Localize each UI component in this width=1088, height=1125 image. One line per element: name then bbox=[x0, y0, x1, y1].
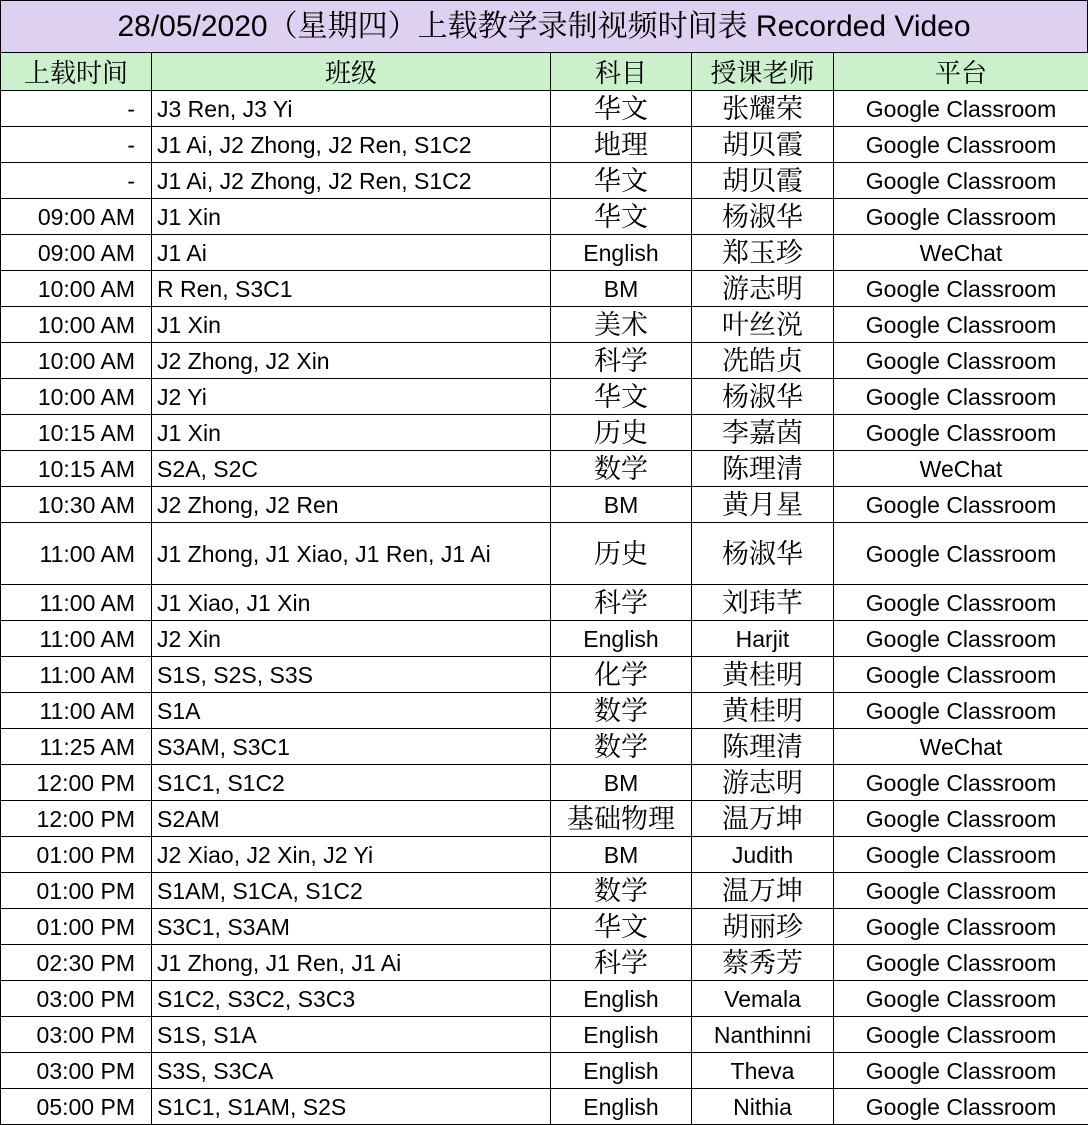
upload-time-cell: - bbox=[1, 127, 152, 163]
teacher-cell: 叶丝涚 bbox=[692, 307, 834, 343]
upload-time-cell: 01:00 PM bbox=[1, 909, 152, 945]
subject-cell: 数学 bbox=[551, 729, 692, 765]
class-cell: J2 Xiao, J2 Xin, J2 Yi bbox=[152, 837, 551, 873]
platform-cell: Google Classroom bbox=[834, 981, 1088, 1017]
class-cell: S1AM, S1CA, S1C2 bbox=[152, 873, 551, 909]
table-row bbox=[1, 621, 1088, 657]
teacher-cell: 蔡秀芳 bbox=[692, 945, 834, 981]
platform-cell: Google Classroom bbox=[834, 379, 1088, 415]
class-cell: J2 Zhong, J2 Ren bbox=[152, 487, 551, 523]
class-cell: J1 Zhong, J1 Ren, J1 Ai bbox=[152, 945, 551, 981]
table-row bbox=[1, 585, 1088, 621]
platform-cell: Google Classroom bbox=[834, 585, 1088, 621]
subject-cell: English bbox=[551, 981, 692, 1017]
teacher-cell: 杨淑华 bbox=[692, 199, 834, 235]
subject-cell: 美术 bbox=[551, 307, 692, 343]
subject-cell: BM bbox=[551, 487, 692, 523]
subject-cell: BM bbox=[551, 837, 692, 873]
teacher-cell: 温万坤 bbox=[692, 873, 834, 909]
table-row bbox=[1, 523, 1088, 585]
teacher-cell: 黄桂明 bbox=[692, 693, 834, 729]
subject-cell: 科学 bbox=[551, 343, 692, 379]
header-teacher: 授课老师 bbox=[692, 53, 834, 91]
subject-cell: 历史 bbox=[551, 523, 692, 585]
subject-cell: 数学 bbox=[551, 873, 692, 909]
class-cell: J2 Zhong, J2 Xin bbox=[152, 343, 551, 379]
teacher-cell: 李嘉茵 bbox=[692, 415, 834, 451]
platform-cell: Google Classroom bbox=[834, 415, 1088, 451]
upload-time-cell: 12:00 PM bbox=[1, 765, 152, 801]
class-cell: J1 Ai, J2 Zhong, J2 Ren, S1C2 bbox=[152, 127, 551, 163]
subject-cell: 基础物理 bbox=[551, 801, 692, 837]
teacher-cell: Nithia bbox=[692, 1089, 834, 1125]
upload-time-cell: 05:00 PM bbox=[1, 1089, 152, 1125]
teacher-cell: Theva bbox=[692, 1053, 834, 1089]
table-row bbox=[1, 235, 1088, 271]
platform-cell: Google Classroom bbox=[834, 307, 1088, 343]
platform-cell: Google Classroom bbox=[834, 657, 1088, 693]
teacher-cell: 黄桂明 bbox=[692, 657, 834, 693]
table-row bbox=[1, 1017, 1088, 1053]
subject-cell: English bbox=[551, 1053, 692, 1089]
platform-cell: Google Classroom bbox=[834, 765, 1088, 801]
platform-cell: Google Classroom bbox=[834, 873, 1088, 909]
subject-cell: 华文 bbox=[551, 91, 692, 127]
teacher-cell: 杨淑华 bbox=[692, 523, 834, 585]
platform-cell: Google Classroom bbox=[834, 621, 1088, 657]
teacher-cell: 游志明 bbox=[692, 271, 834, 307]
subject-cell: 科学 bbox=[551, 585, 692, 621]
table-row bbox=[1, 981, 1088, 1017]
class-cell: J1 Xin bbox=[152, 307, 551, 343]
table-row bbox=[1, 379, 1088, 415]
header-class: 班级 bbox=[152, 53, 551, 91]
upload-time-cell: - bbox=[1, 91, 152, 127]
table-row bbox=[1, 765, 1088, 801]
table-row bbox=[1, 729, 1088, 765]
platform-cell: Google Classroom bbox=[834, 271, 1088, 307]
schedule-table bbox=[0, 52, 1088, 1125]
class-cell: J1 Xin bbox=[152, 415, 551, 451]
upload-time-cell: - bbox=[1, 163, 152, 199]
upload-time-cell: 10:00 AM bbox=[1, 379, 152, 415]
platform-cell: Google Classroom bbox=[834, 1053, 1088, 1089]
teacher-cell: 陈理清 bbox=[692, 729, 834, 765]
table-row bbox=[1, 415, 1088, 451]
upload-time-cell: 10:30 AM bbox=[1, 487, 152, 523]
class-cell: S3C1, S3AM bbox=[152, 909, 551, 945]
header-subject: 科目 bbox=[551, 53, 692, 91]
table-row bbox=[1, 307, 1088, 343]
table-row bbox=[1, 657, 1088, 693]
upload-time-cell: 09:00 AM bbox=[1, 199, 152, 235]
table-row bbox=[1, 1053, 1088, 1089]
platform-cell: WeChat bbox=[834, 451, 1088, 487]
subject-cell: 华文 bbox=[551, 909, 692, 945]
table-row bbox=[1, 451, 1088, 487]
class-cell: S1C2, S3C2, S3C3 bbox=[152, 981, 551, 1017]
subject-cell: 历史 bbox=[551, 415, 692, 451]
platform-cell: Google Classroom bbox=[834, 91, 1088, 127]
subject-cell: English bbox=[551, 1017, 692, 1053]
class-cell: S1S, S1A bbox=[152, 1017, 551, 1053]
subject-cell: 地理 bbox=[551, 127, 692, 163]
class-cell: J3 Ren, J3 Yi bbox=[152, 91, 551, 127]
upload-time-cell: 10:15 AM bbox=[1, 415, 152, 451]
subject-cell: 数学 bbox=[551, 451, 692, 487]
class-cell: S3AM, S3C1 bbox=[152, 729, 551, 765]
platform-cell: Google Classroom bbox=[834, 1017, 1088, 1053]
header-platform: 平台 bbox=[834, 53, 1088, 91]
table-row bbox=[1, 801, 1088, 837]
upload-time-cell: 11:00 AM bbox=[1, 657, 152, 693]
class-cell: S1C1, S1AM, S2S bbox=[152, 1089, 551, 1125]
upload-time-cell: 11:00 AM bbox=[1, 585, 152, 621]
platform-cell: Google Classroom bbox=[834, 909, 1088, 945]
upload-time-cell: 03:00 PM bbox=[1, 1017, 152, 1053]
subject-cell: 华文 bbox=[551, 199, 692, 235]
platform-cell: Google Classroom bbox=[834, 693, 1088, 729]
upload-time-cell: 11:00 AM bbox=[1, 523, 152, 585]
platform-cell: Google Classroom bbox=[834, 343, 1088, 379]
upload-time-cell: 10:00 AM bbox=[1, 307, 152, 343]
teacher-cell: Judith bbox=[692, 837, 834, 873]
subject-cell: 化学 bbox=[551, 657, 692, 693]
upload-time-cell: 09:00 AM bbox=[1, 235, 152, 271]
subject-cell: English bbox=[551, 621, 692, 657]
teacher-cell: 杨淑华 bbox=[692, 379, 834, 415]
header-upload-time: 上载时间 bbox=[1, 53, 152, 91]
table-row bbox=[1, 91, 1088, 127]
platform-cell: Google Classroom bbox=[834, 523, 1088, 585]
teacher-cell: 郑玉珍 bbox=[692, 235, 834, 271]
table-row bbox=[1, 1089, 1088, 1125]
teacher-cell: 张耀荣 bbox=[692, 91, 834, 127]
table-row bbox=[1, 271, 1088, 307]
upload-time-cell: 01:00 PM bbox=[1, 837, 152, 873]
table-row bbox=[1, 487, 1088, 523]
class-cell: S1C1, S1C2 bbox=[152, 765, 551, 801]
upload-time-cell: 02:30 PM bbox=[1, 945, 152, 981]
teacher-cell: 刘玮芊 bbox=[692, 585, 834, 621]
class-cell: R Ren, S3C1 bbox=[152, 271, 551, 307]
table-row bbox=[1, 199, 1088, 235]
header-row bbox=[1, 53, 1088, 91]
teacher-cell: 胡贝霞 bbox=[692, 127, 834, 163]
table-row bbox=[1, 127, 1088, 163]
class-cell: J1 Xin bbox=[152, 199, 551, 235]
class-cell: J1 Xiao, J1 Xin bbox=[152, 585, 551, 621]
platform-cell: Google Classroom bbox=[834, 487, 1088, 523]
class-cell: J1 Zhong, J1 Xiao, J1 Ren, J1 Ai bbox=[152, 523, 551, 585]
subject-cell: BM bbox=[551, 765, 692, 801]
upload-time-cell: 12:00 PM bbox=[1, 801, 152, 837]
teacher-cell: 冼皓贞 bbox=[692, 343, 834, 379]
class-cell: J1 Ai, J2 Zhong, J2 Ren, S1C2 bbox=[152, 163, 551, 199]
teacher-cell: 胡丽珍 bbox=[692, 909, 834, 945]
teacher-cell: Vemala bbox=[692, 981, 834, 1017]
table-row bbox=[1, 343, 1088, 379]
platform-cell: WeChat bbox=[834, 235, 1088, 271]
table-row bbox=[1, 873, 1088, 909]
platform-cell: Google Classroom bbox=[834, 801, 1088, 837]
subject-cell: 科学 bbox=[551, 945, 692, 981]
subject-cell: 华文 bbox=[551, 379, 692, 415]
upload-time-cell: 11:00 AM bbox=[1, 693, 152, 729]
upload-time-cell: 10:15 AM bbox=[1, 451, 152, 487]
class-cell: S1A bbox=[152, 693, 551, 729]
upload-time-cell: 11:00 AM bbox=[1, 621, 152, 657]
table-row bbox=[1, 837, 1088, 873]
platform-cell: Google Classroom bbox=[834, 163, 1088, 199]
subject-cell: English bbox=[551, 1089, 692, 1125]
teacher-cell: 黄月星 bbox=[692, 487, 834, 523]
teacher-cell: 温万坤 bbox=[692, 801, 834, 837]
subject-cell: 华文 bbox=[551, 163, 692, 199]
class-cell: S2AM bbox=[152, 801, 551, 837]
teacher-cell: 游志明 bbox=[692, 765, 834, 801]
class-cell: S3S, S3CA bbox=[152, 1053, 551, 1089]
upload-time-cell: 03:00 PM bbox=[1, 981, 152, 1017]
platform-cell: Google Classroom bbox=[834, 837, 1088, 873]
subject-cell: 数学 bbox=[551, 693, 692, 729]
teacher-cell: 陈理清 bbox=[692, 451, 834, 487]
teacher-cell: Harjit bbox=[692, 621, 834, 657]
table-row bbox=[1, 693, 1088, 729]
class-cell: S2A, S2C bbox=[152, 451, 551, 487]
subject-cell: English bbox=[551, 235, 692, 271]
platform-cell: Google Classroom bbox=[834, 199, 1088, 235]
upload-time-cell: 11:25 AM bbox=[1, 729, 152, 765]
platform-cell: Google Classroom bbox=[834, 1089, 1088, 1125]
upload-time-cell: 03:00 PM bbox=[1, 1053, 152, 1089]
teacher-cell: 胡贝霞 bbox=[692, 163, 834, 199]
class-cell: J1 Ai bbox=[152, 235, 551, 271]
class-cell: J2 Yi bbox=[152, 379, 551, 415]
class-cell: S1S, S2S, S3S bbox=[152, 657, 551, 693]
class-cell: J2 Xin bbox=[152, 621, 551, 657]
table-row bbox=[1, 163, 1088, 199]
table-row bbox=[1, 909, 1088, 945]
platform-cell: Google Classroom bbox=[834, 127, 1088, 163]
teacher-cell: Nanthinni bbox=[692, 1017, 834, 1053]
platform-cell: Google Classroom bbox=[834, 945, 1088, 981]
upload-time-cell: 10:00 AM bbox=[1, 343, 152, 379]
table-row bbox=[1, 945, 1088, 981]
schedule-title: 28/05/2020（星期四）上载教学录制视频时间表 Recorded Video bbox=[0, 0, 1088, 52]
subject-cell: BM bbox=[551, 271, 692, 307]
upload-time-cell: 10:00 AM bbox=[1, 271, 152, 307]
schedule-rows bbox=[1, 91, 1088, 1125]
upload-time-cell: 01:00 PM bbox=[1, 873, 152, 909]
platform-cell: WeChat bbox=[834, 729, 1088, 765]
